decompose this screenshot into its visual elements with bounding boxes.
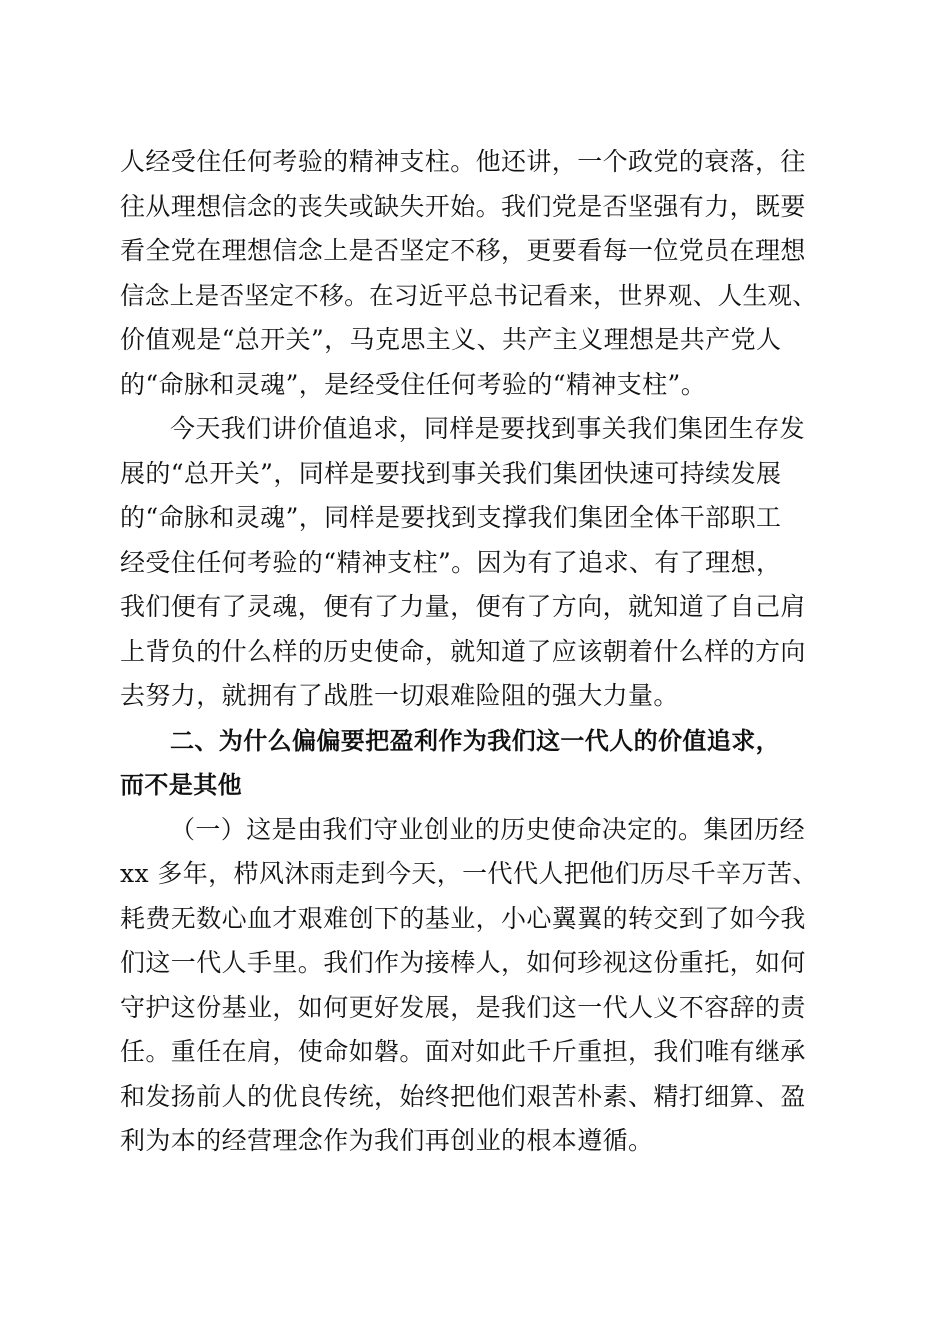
text-line: （一）这是由我们守业创业的历史使命决定的。集团历经	[170, 815, 806, 844]
text-line: 信念上是否坚定不移。在习近平总书记看来，世界观、人生观、	[120, 281, 818, 310]
text-line: 耗费无数心血才艰难创下的基业，小心翼翼的转交到了如今我	[120, 904, 806, 933]
text-line: 经受住任何考验的“精神支柱”。因为有了追求、有了理想，	[120, 548, 782, 577]
text-line: 守护这份基业，如何更好发展，是我们这一代人义不容辞的责	[120, 993, 806, 1022]
text-line: 价值观是“总开关”，马克思主义、共产主义理想是共产党人	[120, 325, 782, 354]
text-line: 利为本的经营理念作为我们再创业的根本遵循。	[120, 1126, 654, 1155]
text-line: 们这一代人手里。我们作为接棒人，如何珍视这份重托，如何	[120, 948, 806, 977]
text-line: 人经受住任何考验的精神支柱。他还讲，一个政党的衰落，往	[120, 147, 806, 176]
text-line: 往从理想信念的丧失或缺失开始。我们党是否坚强有力，既要	[120, 192, 806, 221]
text-line: 展的“总开关”，同样是要找到事关我们集团快速可持续发展	[120, 459, 782, 488]
text-line: 我们便有了灵魂，便有了力量，便有了方向，就知道了自己肩	[120, 592, 806, 621]
text-line: 的“命脉和灵魂”，是经受住任何考验的“精神支柱”。	[120, 370, 707, 399]
text-line: 上背负的什么样的历史使命，就知道了应该朝着什么样的方向	[120, 637, 806, 666]
text-line: 的“命脉和灵魂”，同样是要找到支撑我们集团全体干部职工	[120, 503, 782, 532]
section-heading: 二、为什么偏偏要把盈利作为我们这一代人的价值追求，	[170, 727, 780, 755]
text-line: 任。重任在肩，使命如磐。面对如此千斤重担，我们唯有继承	[120, 1037, 806, 1066]
section-heading: 而不是其他	[120, 771, 242, 799]
text-line: 和发扬前人的优良传统，始终把他们艰苦朴素、精打细算、盈	[120, 1082, 806, 1111]
text-line: 去努力，就拥有了战胜一切艰难险阻的强大力量。	[120, 681, 679, 710]
text-line: 今天我们讲价值追求，同样是要找到事关我们集团生存发	[170, 414, 806, 443]
text-line: xx 多年，栉风沐雨走到今天，一代代人把他们历尽千辛万苦、	[120, 859, 818, 888]
text-line: 看全党在理想信念上是否坚定不移，更要看每一位党员在理想	[120, 236, 806, 265]
